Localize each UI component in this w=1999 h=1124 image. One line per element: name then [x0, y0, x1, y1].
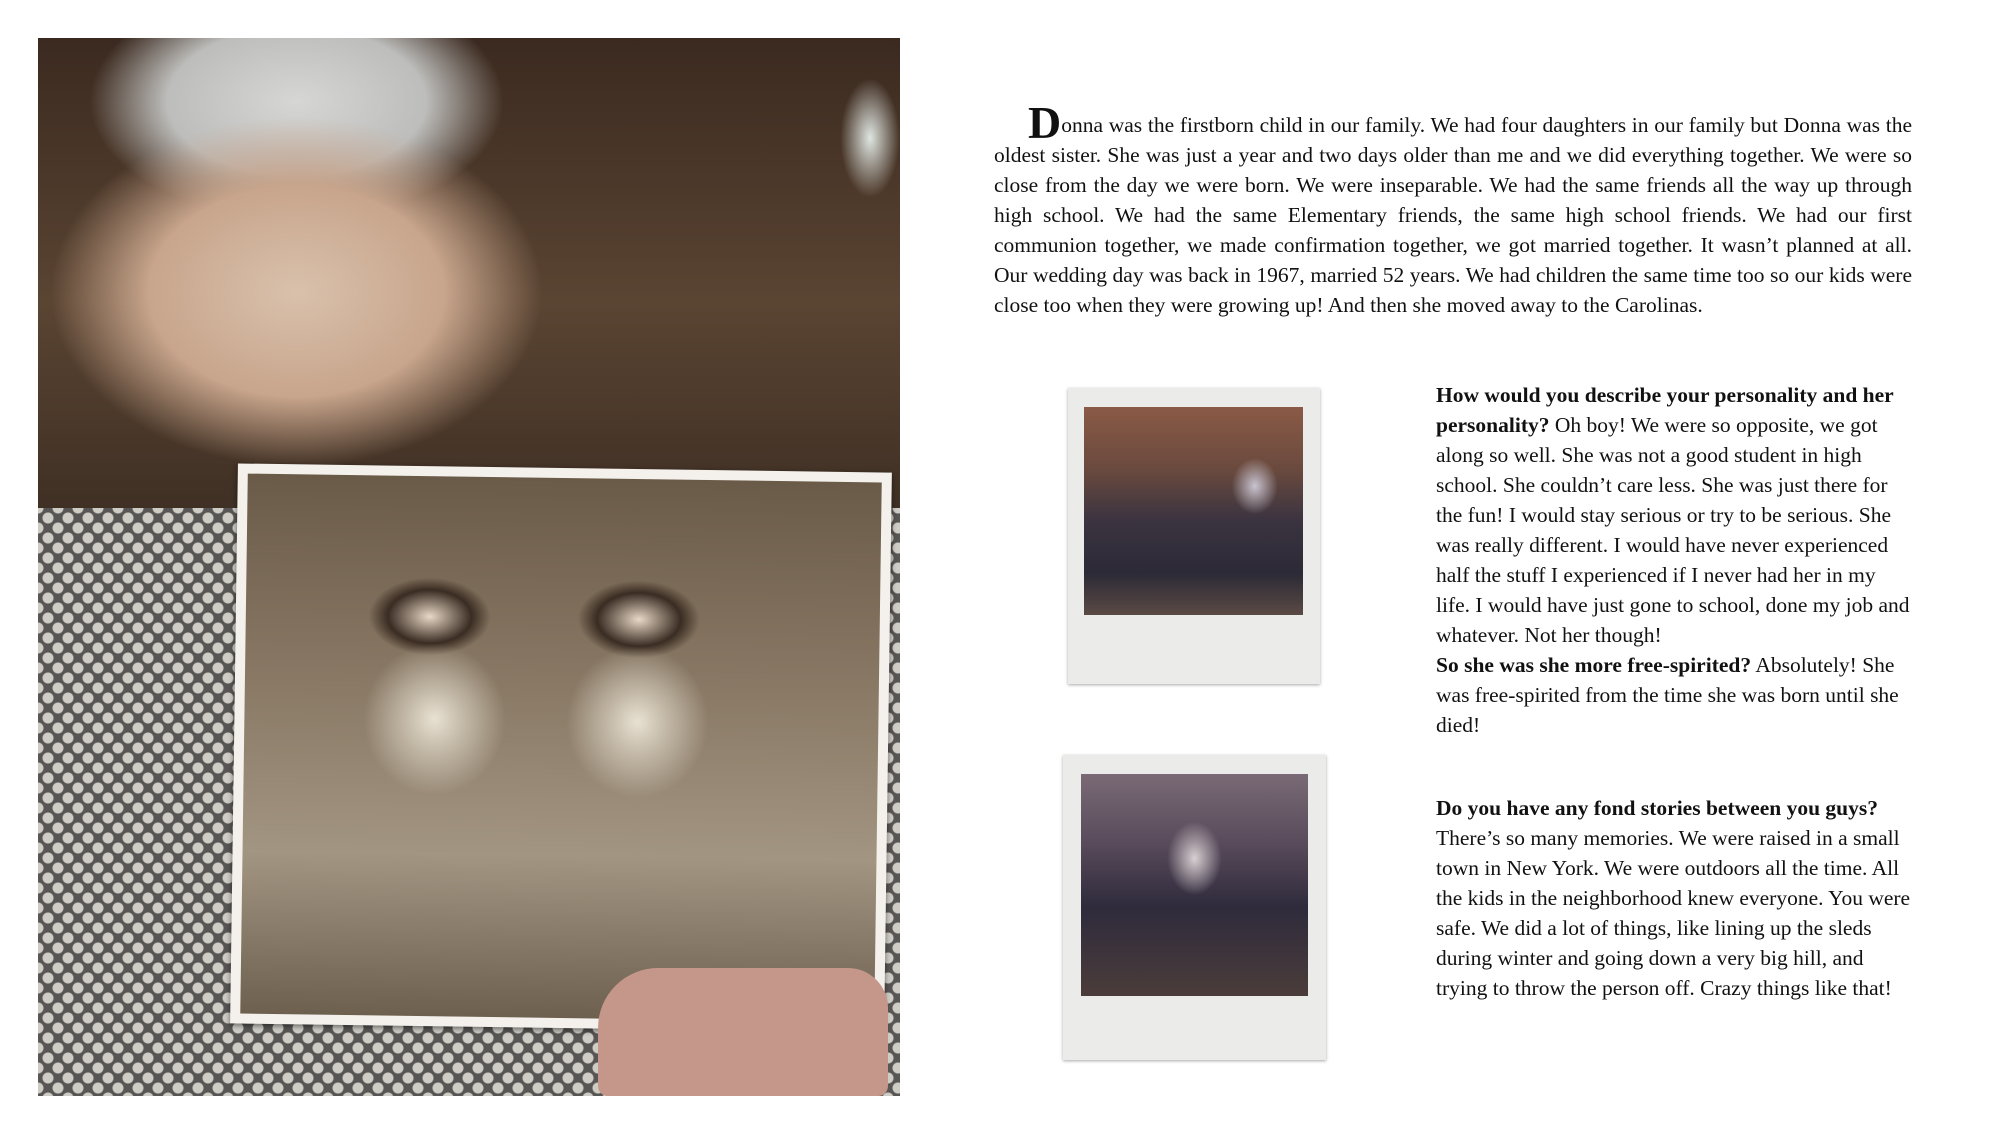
communion-photo-image: [240, 474, 881, 1023]
intro-text: onna was the firstborn child in our family. We had four daughters in our family but Donna was the oldest sister. She was just a year and two days older than me and we did everything together. We were so close from the day we were born. We were inseparable. We had the same friends all the way up through high school. We had the same Elementary friends, the same high school friends. We had our first communion together, we made confirmation together, we got married together. It wasn’t planned at all. Our wedding day was back in 1967, married 52 years. We had children the same time too so our kids were close too when they were growing up! And then she moved away to the Carolinas.: [994, 113, 1912, 317]
question: Do you have any fond stories between you guys?: [1436, 796, 1878, 820]
vintage-communion-photo: [230, 463, 892, 1032]
background-window: [840, 78, 900, 198]
holding-hand: [598, 968, 888, 1096]
qa-block-fond-stories: [1436, 793, 1914, 1003]
answer: Absolutely! She was free-spirited from the time she was born until she died!: [1436, 653, 1899, 737]
question: So she was she more free-spirited?: [1436, 653, 1752, 677]
intro-paragraph: [994, 97, 1912, 320]
qa-item: [1436, 793, 1914, 1003]
qa-item: [1436, 380, 1914, 650]
drop-cap: D: [1028, 97, 1062, 148]
qa-item: [1436, 650, 1914, 740]
answer: Oh boy! We were so opposite, we got along so well. She was not a good student in high school. She couldn’t care less. She was just there for the fun! I would stay serious or try to be serious. She was really different. I would have never experienced half the stuff I experienced if I never had her in my life. I would have just gone to school, done my job and whatever. Not her though!: [1436, 413, 1910, 647]
portrait-photo: [38, 38, 900, 1096]
polaroid-living-room: [1068, 388, 1320, 684]
question: How would you describe your personality and her personality?: [1436, 383, 1894, 437]
polaroid-image: [1084, 407, 1303, 615]
polaroid-image: [1081, 774, 1308, 996]
answer: There’s so many memories. We were raised in a small town in New York. We were outdoors all the time. All the kids in the neighborhood knew everyone. You were safe. We did a lot of things, like lining up the sleds during winter and going down a very big hill, and trying to throw the person off. Crazy things like that!: [1436, 826, 1911, 1000]
qa-block-personality: [1436, 380, 1914, 740]
polaroid-interview: [1063, 755, 1326, 1060]
